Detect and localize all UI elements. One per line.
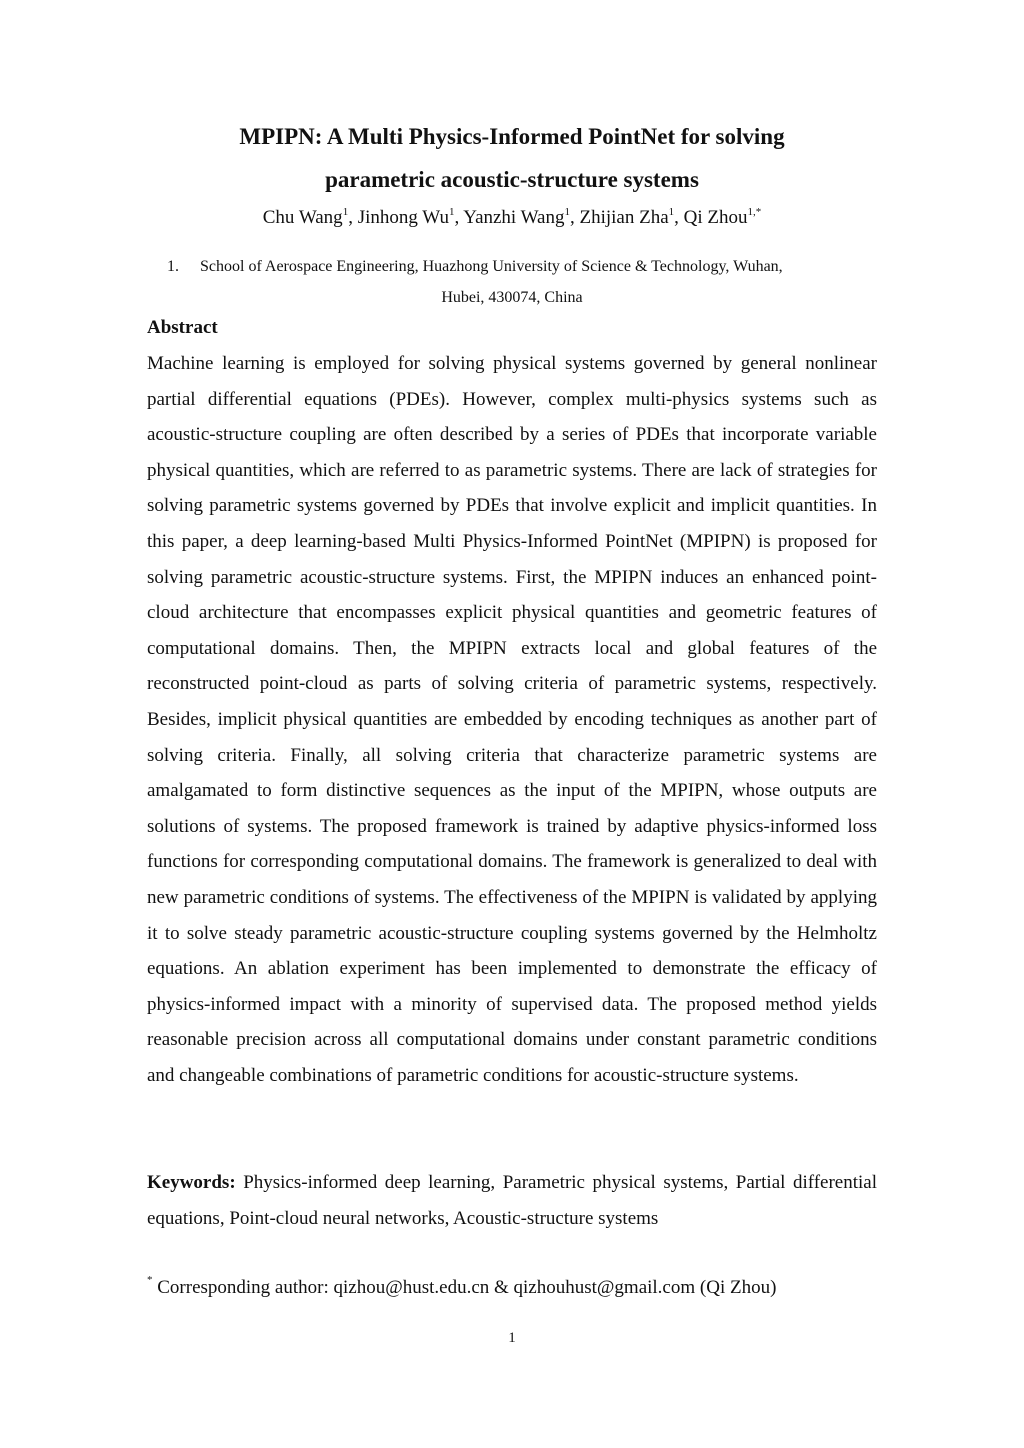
keywords-label: Keywords:: [147, 1172, 236, 1193]
keywords-paragraph: [147, 1165, 877, 1236]
author-name: Qi Zhou: [683, 207, 748, 228]
author-affiliation-mark: 1: [342, 205, 349, 218]
author-name: Yanzhi Wang: [463, 207, 565, 228]
affiliation-line-2: Hubei, 430074, China: [441, 289, 583, 306]
author-name: Zhijian Zha: [579, 207, 669, 228]
footnote-text: Corresponding author: qizhou@hust.edu.cn & qizhouhust@gmail.com (Qi Zhou): [157, 1277, 777, 1298]
abstract-heading: Abstract: [147, 317, 218, 338]
keywords-text: Physics-informed deep learning, Parametric physical systems, Partial differential equations, Point-cloud neural networks, Acoustic-structure systems: [147, 1172, 877, 1229]
corresponding-author-footnote: [147, 1275, 776, 1301]
affiliation-line-1: School of Aerospace Engineering, Huazhong University of Science & Technology, Wuhan,: [200, 258, 783, 275]
author-affiliation-mark: 1: [564, 205, 570, 218]
author-affiliation-mark: 1: [668, 205, 675, 218]
paper-title-line-1: MPIPN: A Multi Physics-Informed PointNet for solving: [239, 124, 785, 149]
abstract-body: Machine learning is employed for solving physical systems governed by general nonlinear partial differential equations (PDEs). However, complex multi-physics systems such as acoustic-structure coupling are often described by a series of PDEs that incorporate variable physical quantities, which are referred to as parametric systems. There are lack of strategies for solving parametric systems governed by PDEs that involve explicit and implicit quantities. In this paper, a deep learning-based Multi Physics-Informed PointNet (MPIPN) is proposed for solving parametric acoustic-structure systems. First, the MPIPN induces an enhanced point-cloud architecture that encompasses explicit physical quantities and geometric features of computational domains. Then, the MPIPN extracts local and global features of the reconstructed point-cloud as parts of solving criteria of parametric systems, respectively. Besides, implicit physical quantities are embedded by encoding techniques as another part of solving criteria. Finally, all solving criteria that characterize parametric systems are amalgamated to form distinctive sequences as the input of the MPIPN, whose outputs are solutions of systems. The proposed framework is trained by adaptive physics-informed loss functions for corresponding computational domains. The framework is generalized to deal with new parametric conditions of systems. The effectiveness of the MPIPN is validated by applying it to solve steady parametric acoustic-structure coupling systems governed by the Helmholtz equations. An ablation experiment has been implemented to demonstrate the efficacy of physics-informed impact with a minority of supervised data. The proposed method yields reasonable precision across all computational domains under constant parametric conditions and changeable combinations of parametric conditions for acoustic-structure systems.: [147, 353, 877, 1086]
affiliation-number: 1.: [167, 258, 179, 275]
author-name: Jinhong Wu: [357, 207, 449, 228]
author-affiliation-mark: 1: [448, 205, 455, 218]
page-number: 1: [508, 1330, 516, 1346]
author-list: Chu Wang$^1$, Jinhong Wu$^1$, Yanzhi Wang$^1$, Zhijian Zha$^1$, Qi Zhou$^{1,*}$: [262, 205, 762, 228]
author-name: Chu Wang: [262, 207, 343, 228]
paper-title-line-2: parametric acoustic-structure systems: [325, 167, 699, 192]
footnote-marker: *: [147, 1273, 153, 1286]
author-affiliation-mark: 1,*: [747, 205, 762, 218]
